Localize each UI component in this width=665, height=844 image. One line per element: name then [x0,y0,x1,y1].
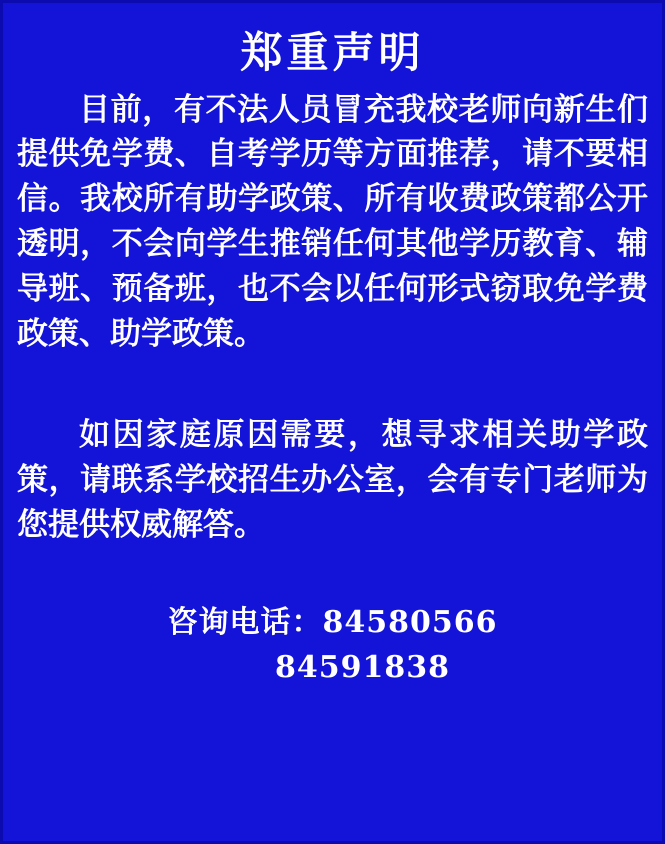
contact-phone-secondary: 84591838 [275,649,450,685]
announcement-paragraph-1: 目前，有不法人员冒充我校老师向新生们提供免学费、自考学历等方面推荐，请不要相信。我校所有助学政策、所有收费政策都公开透明，不会向学生推销任何其他学历教育、辅导班、预备班，也不会以任何形式窃取免学费政策、助学政策。 [17,91,648,353]
paragraph-spacer [17,367,648,413]
page-title: 郑重声明 [240,28,425,77]
announcement-paragraph-2: 如因家庭原因需要，想寻求相关助学政策，请联系学校招生办公室，会有专门老师为您提供权威解答。 [17,417,648,543]
poster-content [3,3,662,841]
contact-block [17,600,648,690]
contact-phone-primary: 咨询电话：84580566 [167,604,498,640]
